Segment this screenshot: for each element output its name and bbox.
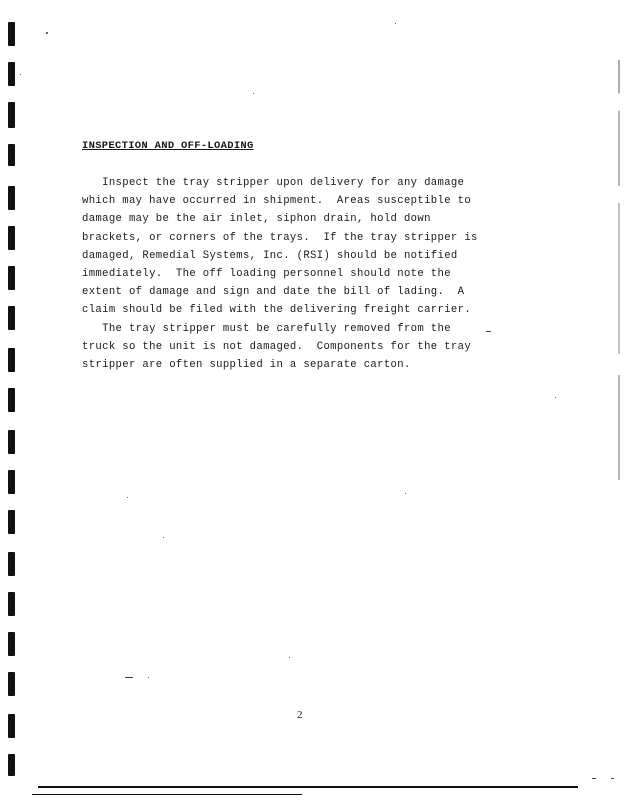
- binder-mark: [8, 62, 15, 86]
- paragraph-line: extent of damage and sign and date the bill of lading. A: [82, 286, 465, 299]
- scan-speck: [253, 93, 254, 94]
- scan-speck: [555, 397, 556, 398]
- binder-mark: [8, 22, 15, 46]
- binder-mark: [8, 388, 15, 412]
- binder-mark: [8, 430, 15, 454]
- binder-mark: [8, 102, 15, 128]
- binder-mark: [8, 266, 15, 290]
- body-paragraph: [82, 174, 522, 374]
- paragraph-line: stripper are often supplied in a separate carton.: [82, 359, 411, 372]
- bottom-scan-rule: [32, 794, 302, 795]
- binder-mark: [8, 186, 15, 210]
- section-heading: INSPECTION AND OFF-LOADING: [82, 140, 254, 152]
- paragraph-line: immediately. The off loading personnel should note the: [82, 268, 451, 281]
- scan-edge-streak: [618, 60, 620, 480]
- paragraph-line: which may have occurred in shipment. Areas susceptible to: [82, 195, 472, 208]
- binder-mark: [8, 348, 15, 372]
- binder-mark: [8, 470, 15, 494]
- binder-mark: [8, 592, 15, 616]
- paragraph-line: truck so the unit is not damaged. Components for the tray: [82, 340, 472, 353]
- binder-mark: [8, 510, 15, 534]
- scan-speck: [289, 657, 290, 658]
- scan-speck: [148, 677, 149, 678]
- binder-mark: [8, 714, 15, 738]
- binder-mark: [8, 632, 15, 656]
- scan-speck: [405, 493, 406, 494]
- paragraph-line: damage may be the air inlet, siphon drain, hold down: [82, 213, 431, 226]
- paragraph-line: brackets, or corners of the trays. If the tray stripper is: [82, 231, 478, 244]
- scan-speck: [611, 778, 614, 779]
- paragraph-line: claim should be filed with the delivering freight carrier.: [82, 304, 472, 317]
- scan-speck: [592, 778, 596, 779]
- scan-speck: [395, 23, 396, 24]
- binder-mark: [8, 552, 15, 576]
- paragraph-line: damaged, Remedial Systems, Inc. (RSI) should be notified: [82, 249, 458, 262]
- binder-mark: [8, 226, 15, 250]
- paragraph-line: The tray stripper must be carefully removed from the: [82, 322, 451, 335]
- scan-speck: [125, 677, 133, 678]
- binder-mark: [8, 306, 15, 330]
- scan-speck: [163, 537, 164, 538]
- page-number: 2: [297, 709, 303, 721]
- scan-speck: [46, 32, 48, 34]
- binder-mark: [8, 144, 15, 166]
- binder-mark: [8, 672, 15, 696]
- paragraph-line: Inspect the tray stripper upon delivery for any damage: [82, 177, 465, 189]
- binder-mark: [8, 754, 15, 776]
- scan-speck: [20, 74, 21, 75]
- bottom-scan-rule: [38, 786, 578, 788]
- scan-speck: [127, 497, 128, 498]
